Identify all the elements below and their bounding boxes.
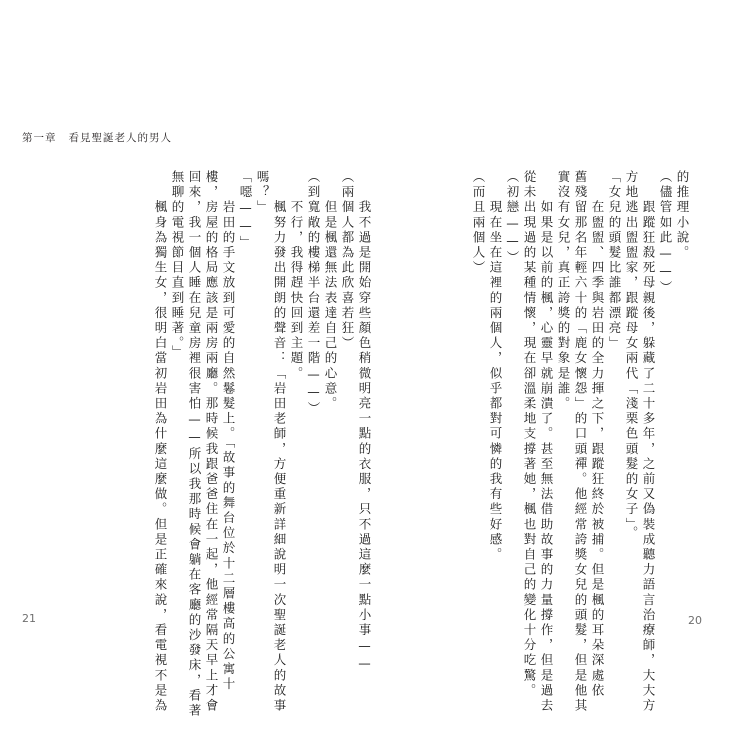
text-line: （兩個人都為此欣喜若狂） (340, 170, 355, 352)
text-line: 的推理小說。 (675, 170, 690, 261)
text-line: 在盥盥、四季與岩田的全力揮之下，跟蹤狂終於被捕。但是楓的耳朵深處依 (590, 170, 605, 699)
text-line: 楓努力發出開朗的聲音：「岩田老師，方便重新詳細說明一次聖誕老人的故事 (272, 170, 287, 714)
text-line: （而且兩個人） (471, 170, 486, 276)
page-number-left: 21 (22, 612, 36, 625)
text-line: 「女兒的頭髮比誰都漂亮」 (607, 170, 622, 352)
text-line: （到寬敞的樓梯半台還差一階——） (306, 170, 321, 417)
text-line: 嗎？」 (255, 170, 270, 216)
page-left-content (60, 170, 372, 719)
text-line: 回來，我一個人睡在兒童房裡很害怕——所以我那時候會躺在客廳的沙發床，看著 (187, 170, 202, 719)
text-line: 現在坐在這裡的兩個人，似乎都對可憐的我有些好感。 (488, 170, 503, 563)
text-line: 但是楓還無法表達自己的心意。 (323, 170, 338, 412)
text-line: 如果是以前的楓，心靈早就崩潰了。甚至無法借助故事的力量撐作，但是過去 (539, 170, 554, 714)
text-line: 實沒有女兒，真正誇獎的對象是誰。 (556, 170, 571, 412)
chapter-number: 第一章 (22, 132, 57, 144)
text-line: 「噁——」 (238, 170, 253, 251)
text-line: 跟蹤狂殺死母親後，躲藏了二十多年，之前又偽裝成聽力語言治療師，大大方 (641, 170, 656, 714)
text-line: （初戀——） (505, 170, 520, 266)
text-line: 無聊的電視節目直到睡著。」 (170, 170, 185, 361)
text-line: 舊殘留那名年輕六十的「鹿女懷怨」的口頭禪。他經常誇獎女兒的頭髮，但是他其 (573, 170, 588, 714)
text-line: 樓，房屋的格局應該是兩房兩廳。那時候我跟爸爸住在一起，他經常隔天早上才會 (204, 170, 219, 714)
text-line: 楓身為獨生女，很明白當初岩田為什麼這麼做。但是正確來說，看電視不是為 (153, 170, 168, 714)
page-right-content (388, 170, 690, 714)
page-number-right: 20 (688, 614, 702, 627)
text-line: 岩田的手文放到可愛的自然鬈髮上。「故事的舞台位於十二層樓高的公寓十 (221, 170, 236, 693)
chapter-title: 看見聖誕老人的男人 (68, 132, 172, 144)
text-line: （儘管如此——） (658, 170, 673, 296)
text-line: 不行，我得趕快回到主題。 (289, 170, 304, 382)
text-line: 從未出現過的某種情懷，現在卻溫柔地支撐著她，楓也對自己的變化十分吃驚。 (522, 170, 537, 699)
text-line: 我不過是開始穿些顏色稍微明亮一點的衣服，只不過這麼一點小事—— (357, 170, 372, 674)
running-head (22, 130, 172, 145)
text-line: 方地逃出盥盥家，跟蹤母女兩代「淺栗色頭髮的女子」。 (624, 170, 639, 542)
text-spread (0, 170, 750, 719)
